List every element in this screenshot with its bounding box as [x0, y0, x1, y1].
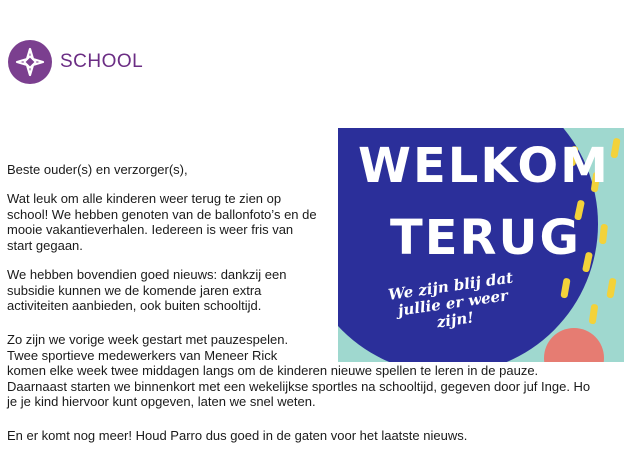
paragraph-4: En er komt nog meer! Houd Parro dus goed in de gaten voor het laatste nieuws.: [7, 428, 468, 443]
banner-subtitle: We zijn blij dat jullie er weer zijn!: [387, 268, 515, 332]
paragraph-3: Zo zijn we vorige week gestart met pauzespelen. Twee sportieve medewerkers van Meneer Rick komen elke week twee middagen langs om de kinderen nieuwe spellen te leren in de pauze. Daarnaast starten we binnenkort met een wekelijkse sportles na schooltijd, gegeven door juf Inge. Ho je je kind hiervoor kunt opgeven, laten we snel weten.: [7, 332, 591, 409]
star-compass-icon: [8, 40, 52, 84]
brand-name: SCHOOL: [60, 51, 144, 72]
banner-title-line2: TERUG: [390, 210, 581, 266]
school-header: [8, 40, 143, 84]
paragraph-2: We hebben bovendien goed nieuws: dankzij een subsidie kunnen we de komende jaren extra activiteiten aanbieden, ook buiten schooltijd.: [7, 267, 287, 313]
paragraph-1: Wat leuk om alle kinderen weer terug te zien op school! We hebben genoten van de ballonfoto’s en de mooie vakantieverhalen. Iedereen is weer fris van start gegaan.: [7, 191, 317, 253]
letter-greeting: Beste ouder(s) en verzorger(s),: [7, 162, 188, 177]
banner-title-line1: WELKOM: [358, 138, 610, 194]
